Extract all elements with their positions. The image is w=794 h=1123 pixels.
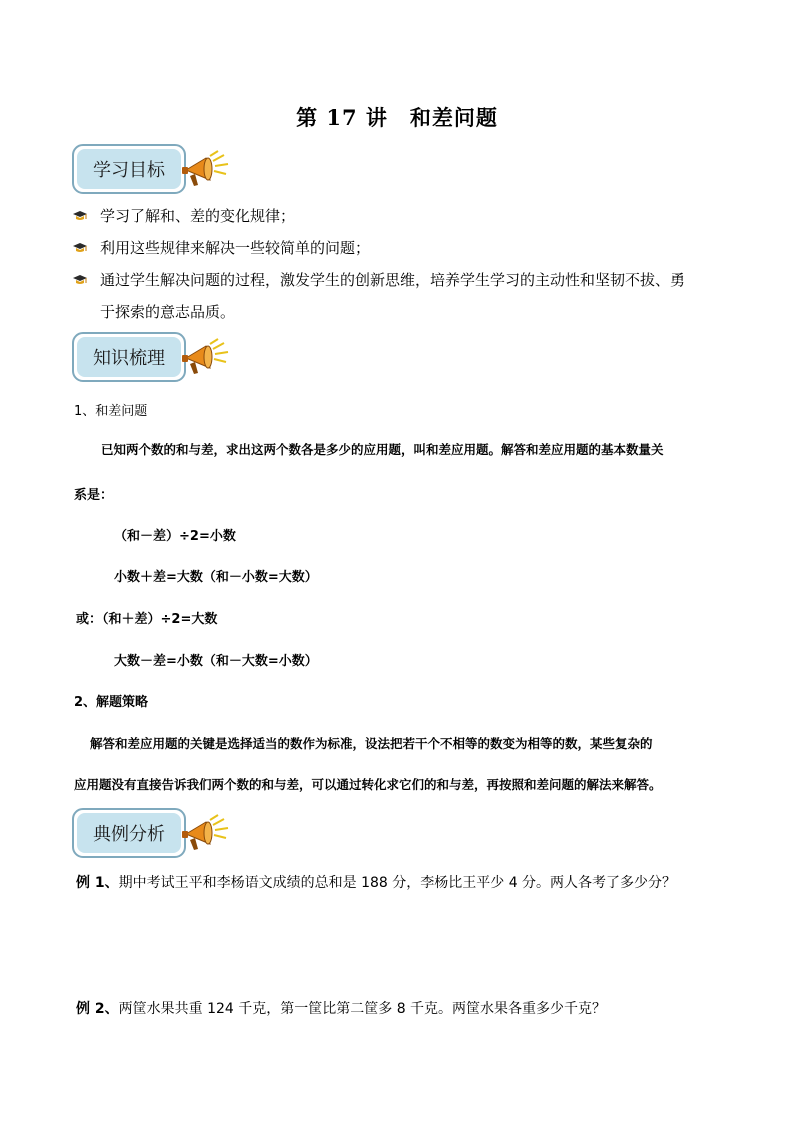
graduation-cap-icon <box>72 208 88 224</box>
list-item-continuation <box>72 296 732 328</box>
list-item <box>72 200 732 232</box>
example-label: 例 1、 <box>76 875 119 891</box>
list-item <box>72 264 732 296</box>
formula-4: 大数－差=小数（和－大数=小数） <box>114 654 318 669</box>
objective-text: 通过学生解决问题的过程，激发学生的创新思维，培养学生学习的主动性和坚韧不拔、勇 <box>100 271 686 289</box>
megaphone-icon <box>180 150 232 190</box>
knowledge-paragraph-2-line-2: 应用题没有直接告诉我们两个数的和与差，可以通过转化求它们的和与差，再按照和差问题的解法来解答。 <box>74 777 662 792</box>
megaphone-icon <box>180 338 232 378</box>
megaphone-icon <box>180 814 232 854</box>
objective-text: 利用这些规律来解决一些较简单的问题； <box>100 239 371 257</box>
section-tab <box>72 144 186 194</box>
section-header-examples <box>72 808 242 858</box>
objective-text: 学习了解和、差的变化规律； <box>100 207 296 225</box>
section-header-knowledge <box>72 332 242 382</box>
section-tab <box>72 808 186 858</box>
example-1 <box>76 872 676 892</box>
graduation-cap-icon <box>72 272 88 288</box>
section-header-objectives <box>72 144 242 194</box>
knowledge-heading-2: 2、解题策略 <box>74 695 149 710</box>
example-text: 两筐水果共重 124 千克，第一筐比第二筐多 8 千克。两筐水果各重多少千克？ <box>118 1001 607 1017</box>
knowledge-heading-1: 1、和差问题 <box>74 404 148 419</box>
objectives-list <box>72 200 732 328</box>
knowledge-paragraph-1-line-1: 已知两个数的和与差，求出这两个数各是多少的应用题，叫和差应用题。解答和差应用题的基本数量关 <box>101 442 664 457</box>
objective-text: 于探索的意志品质。 <box>100 303 236 321</box>
section-tab <box>72 332 186 382</box>
section-title: 典例分析 <box>77 813 181 853</box>
example-label: 例 2、 <box>76 1001 119 1017</box>
graduation-cap-icon <box>72 240 88 256</box>
page-title: 第 17 讲 和差问题 <box>296 105 498 130</box>
example-text: 期中考试王平和李杨语文成绩的总和是 188 分，李杨比王平少 4 分。两人各考了多少分？ <box>118 875 677 891</box>
section-title: 知识梳理 <box>77 337 181 377</box>
section-title: 学习目标 <box>77 149 181 189</box>
formula-1: （和－差）÷2=小数 <box>114 529 236 544</box>
knowledge-paragraph-2-line-1: 解答和差应用题的关键是选择适当的数作为标准，设法把若干个不相等的数变为相等的数，某些复杂的 <box>90 736 653 751</box>
formula-3: 或：（和＋差）÷2=大数 <box>76 612 218 627</box>
formula-2: 小数＋差=大数（和－小数=大数） <box>114 570 318 585</box>
example-2 <box>76 998 606 1018</box>
knowledge-paragraph-1-line-2: 系是： <box>74 488 114 503</box>
list-item <box>72 232 732 264</box>
